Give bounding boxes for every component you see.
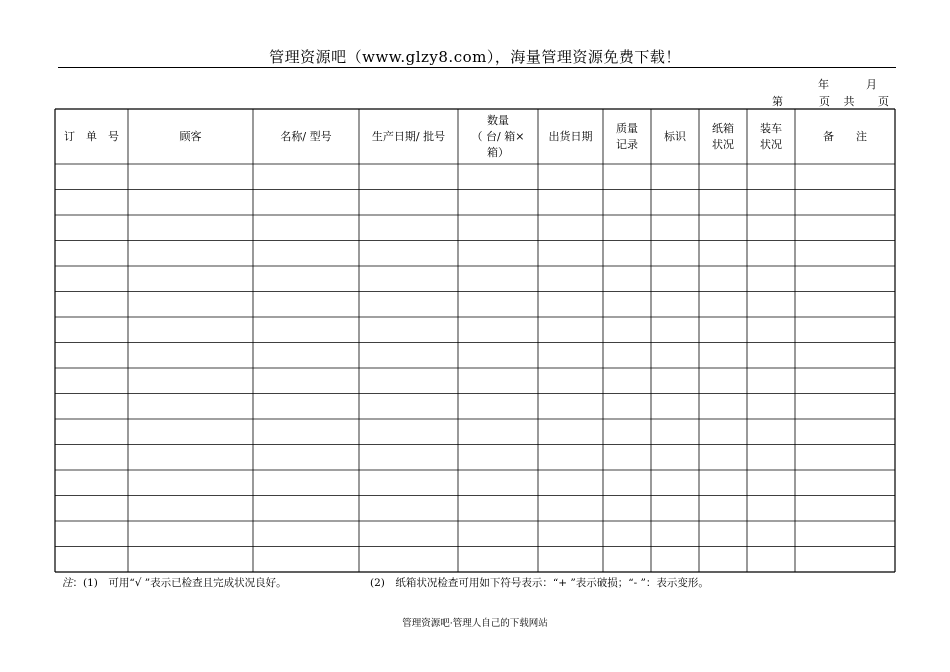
table-cell[interactable] <box>651 368 699 394</box>
table-cell[interactable] <box>651 419 699 445</box>
table-column-header: 订 单 号 <box>64 129 119 143</box>
table-cell[interactable] <box>747 343 795 369</box>
note-prefix: 注 <box>62 577 73 589</box>
table-cell[interactable] <box>603 343 651 369</box>
table-cell[interactable] <box>128 317 253 343</box>
table-cell[interactable] <box>699 164 747 190</box>
table-cell[interactable] <box>747 215 795 241</box>
page-number-suffix: 页 <box>878 95 889 108</box>
table-cell[interactable] <box>458 470 538 496</box>
table-cell[interactable] <box>253 215 359 241</box>
table-cell[interactable] <box>795 164 895 190</box>
table-column-header: 数量 （ 台/ 箱× 箱） <box>471 113 525 159</box>
table-cell[interactable] <box>359 547 458 573</box>
table-cell[interactable] <box>55 521 128 547</box>
table-cell[interactable] <box>603 190 651 216</box>
table-cell[interactable] <box>458 190 538 216</box>
table-cell[interactable] <box>359 445 458 471</box>
table-cell[interactable] <box>359 317 458 343</box>
table-cell[interactable] <box>699 547 747 573</box>
table-cell[interactable] <box>795 317 895 343</box>
table-cell[interactable] <box>55 496 128 522</box>
table-cell[interactable] <box>128 215 253 241</box>
table-cell[interactable] <box>699 368 747 394</box>
table-cell[interactable] <box>795 496 895 522</box>
table-cell[interactable] <box>55 241 128 267</box>
table-cell[interactable] <box>458 368 538 394</box>
table-cell[interactable] <box>359 394 458 420</box>
table-cell[interactable] <box>699 190 747 216</box>
table-cell[interactable] <box>538 215 603 241</box>
table-cell[interactable] <box>747 317 795 343</box>
page-footer: 管理资源吧·管理人自己的下载网站 <box>402 618 548 629</box>
table-cell[interactable] <box>795 419 895 445</box>
table-cell[interactable] <box>458 343 538 369</box>
table-cell[interactable] <box>128 496 253 522</box>
table-cell[interactable] <box>55 190 128 216</box>
table-column-header: 标识 <box>664 129 686 143</box>
table-cell[interactable] <box>359 215 458 241</box>
table-cell[interactable] <box>603 215 651 241</box>
table-cell[interactable] <box>55 164 128 190</box>
table-cell[interactable] <box>253 547 359 573</box>
table-cell[interactable] <box>458 445 538 471</box>
table-column-header: 顾客 <box>179 129 202 143</box>
table-cell[interactable] <box>603 164 651 190</box>
table-cell[interactable] <box>359 419 458 445</box>
table-cell[interactable] <box>538 292 603 318</box>
table-cell[interactable] <box>128 470 253 496</box>
table-column-header: 质量 记录 <box>616 121 638 151</box>
table-cell[interactable] <box>538 394 603 420</box>
table-cell[interactable] <box>55 292 128 318</box>
table-cell[interactable] <box>55 215 128 241</box>
table-cell[interactable] <box>55 419 128 445</box>
table-cell[interactable] <box>55 445 128 471</box>
table-cell[interactable] <box>538 266 603 292</box>
table-cell[interactable] <box>253 164 359 190</box>
table-cell[interactable] <box>128 368 253 394</box>
table-cell[interactable] <box>458 547 538 573</box>
table-cell[interactable] <box>651 470 699 496</box>
table-cell[interactable] <box>699 394 747 420</box>
page-header-title: 管理资源吧（www.glzy8.com），海量管理资源免费下载！ <box>269 48 681 66</box>
table-cell[interactable] <box>795 343 895 369</box>
table-cell[interactable] <box>603 470 651 496</box>
table-cell[interactable] <box>699 419 747 445</box>
table-cell[interactable] <box>538 317 603 343</box>
table-cell[interactable] <box>747 419 795 445</box>
table-cell[interactable] <box>128 190 253 216</box>
table-cell[interactable] <box>538 164 603 190</box>
table-cell[interactable] <box>651 292 699 318</box>
table-cell[interactable] <box>253 241 359 267</box>
table-cell[interactable] <box>603 292 651 318</box>
table-cell[interactable] <box>747 496 795 522</box>
table-cell[interactable] <box>538 445 603 471</box>
table-column-header: 装车 状况 <box>760 121 782 151</box>
table-cell[interactable] <box>747 164 795 190</box>
table-cell[interactable] <box>128 419 253 445</box>
date-year-label: 年 <box>818 78 829 91</box>
table-cell[interactable] <box>603 496 651 522</box>
table-cell[interactable] <box>359 292 458 318</box>
table-cell[interactable] <box>795 394 895 420</box>
table-cell[interactable] <box>458 164 538 190</box>
table-cell[interactable] <box>603 547 651 573</box>
table-cell[interactable] <box>253 317 359 343</box>
table-cell[interactable] <box>651 266 699 292</box>
table-cell[interactable] <box>795 292 895 318</box>
table-cell[interactable] <box>651 164 699 190</box>
table-cell[interactable] <box>651 496 699 522</box>
table-cell[interactable] <box>747 521 795 547</box>
table-cell[interactable] <box>128 445 253 471</box>
table-cell[interactable] <box>747 292 795 318</box>
table-column-header: 纸箱 状况 <box>712 121 734 151</box>
table-cell[interactable] <box>538 343 603 369</box>
table-cell[interactable] <box>538 419 603 445</box>
table-cell[interactable] <box>253 496 359 522</box>
table-cell[interactable] <box>253 521 359 547</box>
table-cell[interactable] <box>359 496 458 522</box>
table-cell[interactable] <box>253 470 359 496</box>
table-cell[interactable] <box>458 394 538 420</box>
table-cell[interactable] <box>128 241 253 267</box>
table-cell[interactable] <box>795 470 895 496</box>
page-number-of: 页 共 <box>819 95 860 108</box>
table-cell[interactable] <box>538 241 603 267</box>
table-cell[interactable] <box>603 317 651 343</box>
table-cell[interactable] <box>55 343 128 369</box>
table-cell[interactable] <box>747 445 795 471</box>
table-cell[interactable] <box>253 343 359 369</box>
table-cell[interactable] <box>538 496 603 522</box>
table-cell[interactable] <box>128 394 253 420</box>
table-cell[interactable] <box>699 241 747 267</box>
table-cell[interactable] <box>795 190 895 216</box>
table-cell[interactable] <box>359 266 458 292</box>
table-cell[interactable] <box>55 470 128 496</box>
table-cell[interactable] <box>651 445 699 471</box>
page-number-prefix: 第 <box>772 95 783 108</box>
table-cell[interactable] <box>128 343 253 369</box>
table-cell[interactable] <box>458 419 538 445</box>
table-cell[interactable] <box>253 266 359 292</box>
table-cell[interactable] <box>651 521 699 547</box>
table-cell[interactable] <box>128 292 253 318</box>
table-cell[interactable] <box>747 547 795 573</box>
table-cell[interactable] <box>699 343 747 369</box>
table-cell[interactable] <box>128 521 253 547</box>
table-cell[interactable] <box>55 266 128 292</box>
table-cell[interactable] <box>747 470 795 496</box>
date-month-label: 月 <box>866 78 877 91</box>
table-cell[interactable] <box>795 547 895 573</box>
table-cell[interactable] <box>359 190 458 216</box>
table-cell[interactable] <box>538 521 603 547</box>
table-cell[interactable] <box>651 190 699 216</box>
table-cell[interactable] <box>359 368 458 394</box>
table-cell[interactable] <box>603 266 651 292</box>
table-cell[interactable] <box>699 521 747 547</box>
table-cell[interactable] <box>747 241 795 267</box>
table-cell[interactable] <box>603 521 651 547</box>
table-cell[interactable] <box>458 266 538 292</box>
table-cell[interactable] <box>603 368 651 394</box>
table-cell[interactable] <box>253 394 359 420</box>
table-cell[interactable] <box>651 215 699 241</box>
table-cell[interactable] <box>253 292 359 318</box>
table-cell[interactable] <box>359 470 458 496</box>
table-cell[interactable] <box>458 215 538 241</box>
table-column-header: 生产日期/ 批号 <box>371 129 446 143</box>
note-item-1-text: ：(1) 可用“√ ”表示已检查且完成状况良好。 <box>72 577 287 589</box>
table-cell[interactable] <box>795 368 895 394</box>
table-cell[interactable] <box>458 521 538 547</box>
table-cell[interactable] <box>699 266 747 292</box>
table-cell[interactable] <box>458 317 538 343</box>
table-cell[interactable] <box>538 547 603 573</box>
table-cell[interactable] <box>458 496 538 522</box>
table-column-header: 名称/ 型号 <box>280 129 332 143</box>
table-cell[interactable] <box>359 521 458 547</box>
table-cell[interactable] <box>55 394 128 420</box>
table-cell[interactable] <box>538 190 603 216</box>
table-cell[interactable] <box>458 241 538 267</box>
table-cell[interactable] <box>795 215 895 241</box>
table-cell[interactable] <box>699 292 747 318</box>
note-item-1 <box>62 575 287 590</box>
table-cell[interactable] <box>699 445 747 471</box>
table-cell[interactable] <box>538 470 603 496</box>
table-cell[interactable] <box>795 266 895 292</box>
table-cell[interactable] <box>795 445 895 471</box>
table-cell[interactable] <box>699 470 747 496</box>
table-cell[interactable] <box>747 368 795 394</box>
table-cell[interactable] <box>699 317 747 343</box>
table-cell[interactable] <box>253 445 359 471</box>
table-cell[interactable] <box>651 317 699 343</box>
table-cell[interactable] <box>603 394 651 420</box>
table-column-header: 出货日期 <box>548 129 593 143</box>
table-cell[interactable] <box>747 394 795 420</box>
table-cell[interactable] <box>128 266 253 292</box>
table-cell[interactable] <box>538 368 603 394</box>
table-cell[interactable] <box>253 419 359 445</box>
table-cell[interactable] <box>55 547 128 573</box>
table-cell[interactable] <box>747 190 795 216</box>
table-cell[interactable] <box>55 368 128 394</box>
table-cell[interactable] <box>699 496 747 522</box>
table-cell[interactable] <box>651 343 699 369</box>
note-item-2: (2) 纸箱状况检查可用如下符号表示：“+ ”表示破损；“- ”：表示变形。 <box>370 577 709 589</box>
table-cell[interactable] <box>253 190 359 216</box>
table-cell[interactable] <box>603 419 651 445</box>
table-cell[interactable] <box>795 241 895 267</box>
table-cell[interactable] <box>651 241 699 267</box>
table-cell[interactable] <box>747 266 795 292</box>
table-cell[interactable] <box>458 292 538 318</box>
table-cell[interactable] <box>651 394 699 420</box>
table-cell[interactable] <box>651 547 699 573</box>
table-cell[interactable] <box>359 343 458 369</box>
table-cell[interactable] <box>253 368 359 394</box>
table-cell[interactable] <box>128 547 253 573</box>
table-cell[interactable] <box>699 215 747 241</box>
table-cell[interactable] <box>603 241 651 267</box>
table-column-header: 备 注 <box>823 129 867 143</box>
table-cell[interactable] <box>359 241 458 267</box>
table-cell[interactable] <box>795 521 895 547</box>
table-cell[interactable] <box>55 317 128 343</box>
table-cell[interactable] <box>128 164 253 190</box>
table-cell[interactable] <box>603 445 651 471</box>
table-cell[interactable] <box>359 164 458 190</box>
